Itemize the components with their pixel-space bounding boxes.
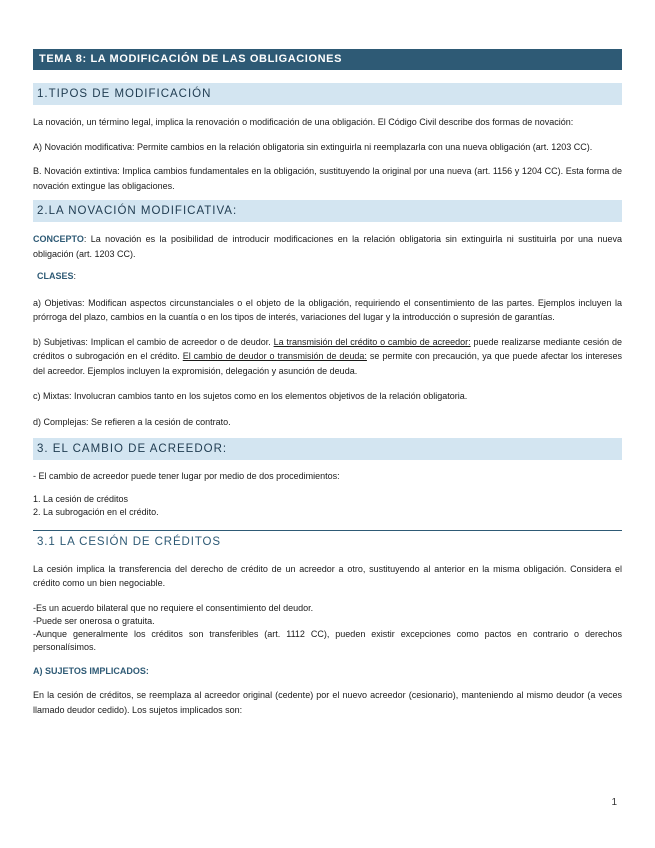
document-page: [33, 49, 622, 717]
cesion-features-list: [33, 602, 622, 654]
section-heading-novacion-modificativa: 2.LA NOVACIÓN MODIFICATIVA:: [33, 200, 622, 222]
page-number: 1: [611, 797, 617, 808]
list-item: -Es un acuerdo bilateral que no requiere el consentimiento del deudor.: [33, 602, 314, 613]
paragraph-concepto: [33, 232, 622, 261]
paragraph-complejas: d) Complejas: Se refieren a la cesión de contrato.: [33, 416, 231, 427]
paragraph-objetivas: a) Objetivas: Modifican aspectos circunstanciales o el objeto de la obligación, requiriendo el consentimiento de las partes. Ejemplos incluyen la prórroga del plazo, cambios en la cuantía o en los tipos de interés, variaciones del lugar y la introducción o supresión de garantías.: [33, 297, 622, 322]
subjetivas-text-mid: puede realizarse mediante cesión de créditos o subrogación en el crédito.: [33, 336, 623, 361]
paragraph-novacion-modificativa: A) Novación modificativa: Permite cambios en la relación obligatoria sin extinguirla ni reemplazarla con una nueva obligación (art. 1203 CC).: [33, 141, 593, 152]
list-item: 2. La subrogación en el crédito.: [33, 506, 159, 517]
subjetivas-text: b) Subjetivas: Implican el cambio de acreedor o de deudor.: [33, 336, 274, 347]
subjetivas-underline-acreedor: La transmisión del crédito o cambio de acreedor:: [273, 336, 471, 347]
list-item: -Puede ser onerosa o gratuita.: [33, 615, 155, 626]
concepto-label: CONCEPTO: [33, 234, 84, 244]
sujetos-heading: A) SUJETOS IMPLICADOS:: [33, 665, 149, 676]
clases-label: CLASES: [37, 271, 74, 281]
list-item: 1. La cesión de créditos: [33, 493, 129, 504]
paragraph-sujetos: En la cesión de créditos, se reemplaza al acreedor original (cedente) por el nuevo acreedor (cesionario), manteniendo al mismo deudor (a veces llamado deudor cedido). Los sujetos implicados son:: [33, 690, 622, 715]
document-title: TEMA 8: LA MODIFICACIÓN DE LAS OBLIGACIONES: [33, 49, 622, 70]
subjetivas-underline-deudor: El cambio de deudor o transmisión de deuda:: [182, 351, 367, 361]
paragraph-mixtas: c) Mixtas: Involucran cambios tanto en los sujetos como en los elementos objetivos de la relación obligatoria.: [33, 391, 468, 401]
clases-heading: [33, 269, 622, 284]
concepto-text: : La novación es la posibilidad de introducir modificaciones en la relación obligatoria sin extinguirla ni sustituirla por una nueva obligación (art. 1203 CC).: [33, 234, 622, 259]
paragraph-novacion-extintiva: B. Novación extintiva: Implica cambios fundamentales en la obligación, sustituyendo la original por una nueva (art. 1156 y 1204 CC). Esta forma de novación extingue las obligaciones.: [33, 166, 622, 191]
paragraph-subjetivas: [33, 335, 622, 379]
subsection-heading-cesion: 3.1 LA CESIÓN DE CRÉDITOS: [33, 530, 622, 554]
paragraph-cesion-definicion: La cesión implica la transferencia del derecho de crédito de un acreedor a otro, sustituyendo al anterior en la misma obligación. Considera el crédito como un bien negociable.: [33, 563, 622, 588]
paragraph-cambio-acreedor-intro: - El cambio de acreedor puede tener lugar por medio de dos procedimientos:: [33, 471, 340, 481]
section-heading-tipos: 1.TIPOS DE MODIFICACIÓN: [33, 83, 622, 105]
procedimientos-list: [33, 493, 622, 519]
subjetivas-text-end: se permite con precaución, ya que puede afectar los intereses del acreedor. Ejemplos incluyen la expromisión, delegación y asunción de deuda.: [33, 351, 622, 376]
clases-colon: :: [73, 271, 77, 281]
list-item: -Aunque generalmente los créditos son transferibles (art. 1112 CC), pueden existir excepciones como pactos en contrario o derechos personalísimos.: [33, 628, 622, 652]
paragraph-novacion-intro: La novación, un término legal, implica la renovación o modificación de una obligación. El Código Civil describe dos formas de novación:: [33, 117, 574, 127]
section-heading-cambio-acreedor: 3. EL CAMBIO DE ACREEDOR:: [33, 438, 622, 460]
